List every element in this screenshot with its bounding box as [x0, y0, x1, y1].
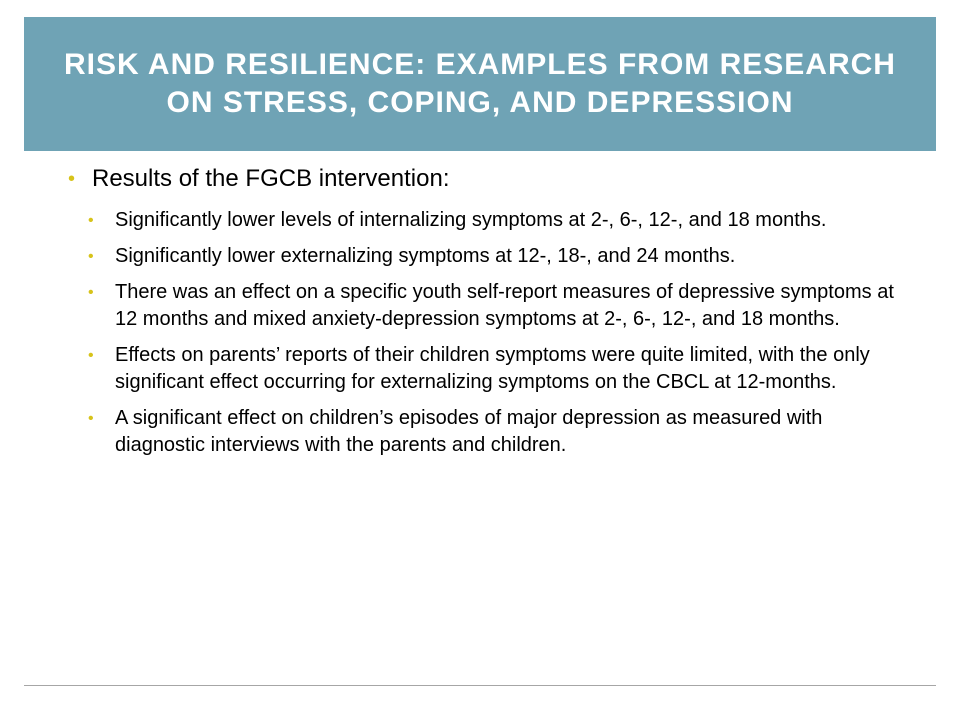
bullet-icon: •: [88, 410, 94, 427]
bullet-icon: •: [88, 284, 94, 301]
sub-bullet-text: Significantly lower externalizing symptoms at 12-, 18-, and 24 months.: [115, 245, 736, 267]
level1-bullet-text: Results of the FGCB intervention:: [92, 165, 450, 192]
slide-title: RISK AND RESILIENCE: EXAMPLES FROM RESEARCH ON STRESS, COPING, AND DEPRESSION: [64, 48, 896, 119]
sub-bullet-text: There was an effect on a specific youth self-report measures of depressive symptoms at 12 months and mixed anxiety-depression symptoms at 2-, 6-, 12-, and 18 months.: [115, 281, 894, 330]
level1-bullet-item: [68, 162, 928, 196]
footer-divider: [24, 685, 936, 686]
bullet-icon: •: [88, 347, 94, 364]
bullet-icon: •: [88, 212, 94, 229]
sub-bullet-list: [68, 207, 928, 459]
sub-bullet-item: [68, 207, 928, 234]
slide-content: [68, 162, 928, 468]
sub-bullet-item: [68, 279, 928, 333]
bullet-icon: •: [68, 168, 76, 190]
title-banner: [24, 17, 936, 151]
sub-bullet-text: Significantly lower levels of internalizing symptoms at 2-, 6-, 12-, and 18 months.: [115, 209, 827, 231]
sub-bullet-item: [68, 405, 928, 459]
sub-bullet-item: [68, 342, 928, 396]
sub-bullet-text: Effects on parents’ reports of their children symptoms were quite limited, with the only significant effect occurring for externalizing symptoms on the CBCL at 12-months.: [115, 344, 870, 393]
sub-bullet-text: A significant effect on children’s episodes of major depression as measured with diagnostic interviews with the parents and children.: [115, 407, 823, 456]
sub-bullet-item: [68, 243, 928, 270]
bullet-icon: •: [88, 248, 94, 265]
